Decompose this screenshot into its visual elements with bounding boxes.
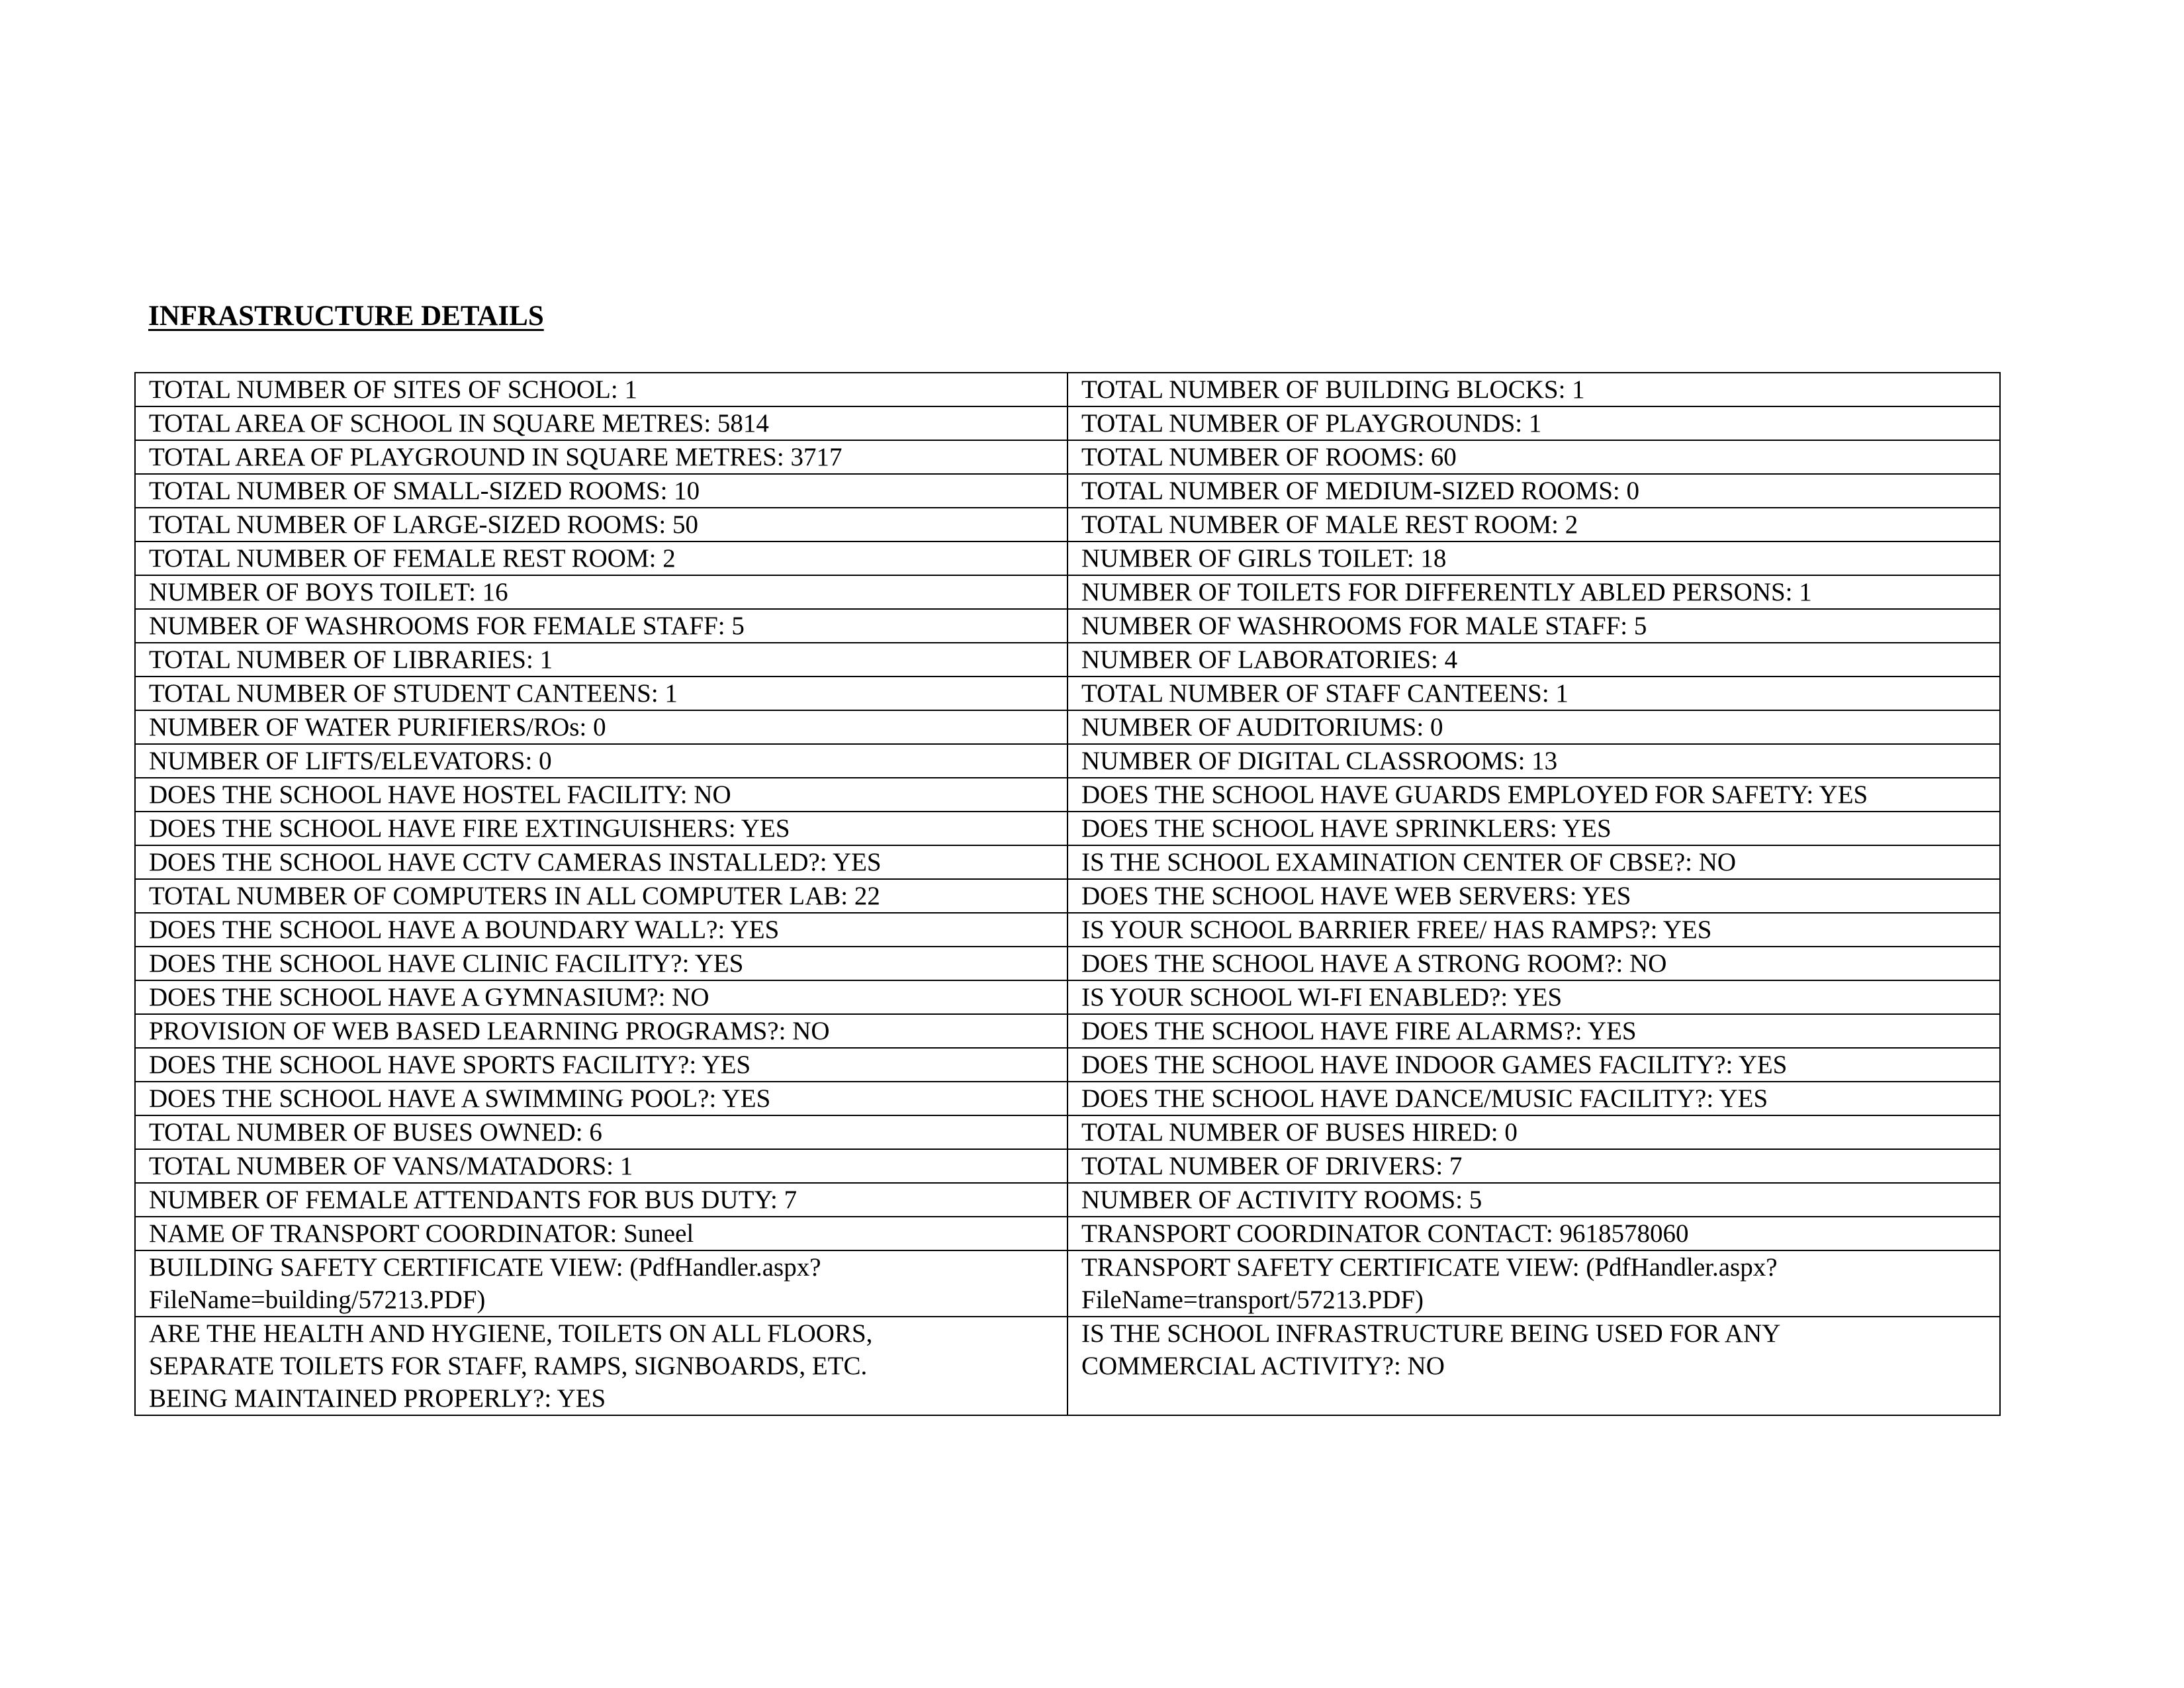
table-cell-left: TOTAL NUMBER OF LARGE-SIZED ROOMS: 50 [135, 508, 1068, 541]
table-cell-left: DOES THE SCHOOL HAVE A SWIMMING POOL?: YES [135, 1082, 1068, 1115]
table-cell-left: DOES THE SCHOOL HAVE SPORTS FACILITY?: YES [135, 1048, 1068, 1082]
table-cell-left: TOTAL NUMBER OF SITES OF SCHOOL: 1 [135, 373, 1068, 406]
table-cell-left: NUMBER OF BOYS TOILET: 16 [135, 575, 1068, 609]
table-cell-right: TOTAL NUMBER OF BUILDING BLOCKS: 1 [1068, 373, 2000, 406]
table-cell-right: TOTAL NUMBER OF STAFF CANTEENS: 1 [1068, 677, 2000, 710]
infrastructure-table [134, 372, 2001, 1416]
table-cell-right: TOTAL NUMBER OF DRIVERS: 7 [1068, 1149, 2000, 1183]
table-row [135, 1115, 2000, 1149]
table-row [135, 1217, 2000, 1250]
table-cell-right: DOES THE SCHOOL HAVE GUARDS EMPLOYED FOR SAFETY: YES [1068, 778, 2000, 812]
table-row [135, 440, 2000, 474]
table-row [135, 609, 2000, 643]
table-cell-left: NUMBER OF WATER PURIFIERS/ROs: 0 [135, 710, 1068, 744]
table-cell-right: DOES THE SCHOOL HAVE SPRINKLERS: YES [1068, 812, 2000, 845]
table-cell-left: TOTAL NUMBER OF BUSES OWNED: 6 [135, 1115, 1068, 1149]
table-cell-right: NUMBER OF DIGITAL CLASSROOMS: 13 [1068, 744, 2000, 778]
table-row [135, 575, 2000, 609]
table-cell-left: NAME OF TRANSPORT COORDINATOR: Suneel [135, 1217, 1068, 1250]
table-cell-left: NUMBER OF WASHROOMS FOR FEMALE STAFF: 5 [135, 609, 1068, 643]
table-row [135, 373, 2000, 406]
table-cell-right: DOES THE SCHOOL HAVE FIRE ALARMS?: YES [1068, 1014, 2000, 1048]
table-cell-left: TOTAL NUMBER OF LIBRARIES: 1 [135, 643, 1068, 677]
table-cell-left: TOTAL NUMBER OF COMPUTERS IN ALL COMPUTER LAB: 22 [135, 879, 1068, 913]
table-cell-left: TOTAL AREA OF PLAYGROUND IN SQUARE METRES: 3717 [135, 440, 1068, 474]
table-row [135, 710, 2000, 744]
table-cell-right: DOES THE SCHOOL HAVE INDOOR GAMES FACILITY?: YES [1068, 1048, 2000, 1082]
table-cell-left: TOTAL AREA OF SCHOOL IN SQUARE METRES: 5814 [135, 406, 1068, 440]
table-cell-right: IS YOUR SCHOOL WI-FI ENABLED?: YES [1068, 980, 2000, 1014]
table-row [135, 541, 2000, 575]
table-row [135, 406, 2000, 440]
table-row [135, 1183, 2000, 1217]
table-row [135, 1082, 2000, 1115]
table-row [135, 643, 2000, 677]
table-cell-right: TOTAL NUMBER OF ROOMS: 60 [1068, 440, 2000, 474]
table-cell-right: TOTAL NUMBER OF PLAYGROUNDS: 1 [1068, 406, 2000, 440]
section-heading: INFRASTRUCTURE DETAILS [148, 301, 544, 332]
table-cell-left: NUMBER OF FEMALE ATTENDANTS FOR BUS DUTY: 7 [135, 1183, 1068, 1217]
table-cell-left: NUMBER OF LIFTS/ELEVATORS: 0 [135, 744, 1068, 778]
table-cell-left: TOTAL NUMBER OF STUDENT CANTEENS: 1 [135, 677, 1068, 710]
table-row [135, 879, 2000, 913]
table-cell-right: TOTAL NUMBER OF MEDIUM-SIZED ROOMS: 0 [1068, 474, 2000, 508]
table-cell-right: IS THE SCHOOL INFRASTRUCTURE BEING USED FOR ANY COMMERCIAL ACTIVITY?: NO [1068, 1317, 2000, 1415]
table-cell-right: NUMBER OF ACTIVITY ROOMS: 5 [1068, 1183, 2000, 1217]
table-cell-right: NUMBER OF WASHROOMS FOR MALE STAFF: 5 [1068, 609, 2000, 643]
table-row [135, 1317, 2000, 1415]
table-row [135, 677, 2000, 710]
table-cell-right: DOES THE SCHOOL HAVE DANCE/MUSIC FACILITY?: YES [1068, 1082, 2000, 1115]
table-cell-right: NUMBER OF AUDITORIUMS: 0 [1068, 710, 2000, 744]
table-cell-left: PROVISION OF WEB BASED LEARNING PROGRAMS?: NO [135, 1014, 1068, 1048]
table-cell-right: TOTAL NUMBER OF MALE REST ROOM: 2 [1068, 508, 2000, 541]
table-row [135, 1250, 2000, 1317]
table-row [135, 812, 2000, 845]
table-cell-right: NUMBER OF LABORATORIES: 4 [1068, 643, 2000, 677]
table-row [135, 1048, 2000, 1082]
table-row [135, 1149, 2000, 1183]
table-cell-left: DOES THE SCHOOL HAVE A BOUNDARY WALL?: YES [135, 913, 1068, 947]
table-cell-right: IS THE SCHOOL EXAMINATION CENTER OF CBSE?: NO [1068, 845, 2000, 879]
table-row [135, 947, 2000, 980]
table-cell-left: DOES THE SCHOOL HAVE CCTV CAMERAS INSTALLED?: YES [135, 845, 1068, 879]
table-cell-left: DOES THE SCHOOL HAVE FIRE EXTINGUISHERS: YES [135, 812, 1068, 845]
table-row [135, 474, 2000, 508]
table-row [135, 744, 2000, 778]
infrastructure-table-body [135, 373, 2000, 1415]
table-cell-left: TOTAL NUMBER OF VANS/MATADORS: 1 [135, 1149, 1068, 1183]
table-cell-right: NUMBER OF TOILETS FOR DIFFERENTLY ABLED PERSONS: 1 [1068, 575, 2000, 609]
table-cell-right: TRANSPORT COORDINATOR CONTACT: 9618578060 [1068, 1217, 2000, 1250]
table-cell-right: TRANSPORT SAFETY CERTIFICATE VIEW: (PdfHandler.aspx? FileName=transport/57213.PDF) [1068, 1250, 2000, 1317]
table-cell-right: DOES THE SCHOOL HAVE WEB SERVERS: YES [1068, 879, 2000, 913]
table-row [135, 913, 2000, 947]
table-cell-right: NUMBER OF GIRLS TOILET: 18 [1068, 541, 2000, 575]
table-row [135, 778, 2000, 812]
table-cell-left: TOTAL NUMBER OF SMALL-SIZED ROOMS: 10 [135, 474, 1068, 508]
table-cell-left: BUILDING SAFETY CERTIFICATE VIEW: (PdfHandler.aspx? FileName=building/57213.PDF) [135, 1250, 1068, 1317]
table-cell-right: TOTAL NUMBER OF BUSES HIRED: 0 [1068, 1115, 2000, 1149]
table-cell-right: DOES THE SCHOOL HAVE A STRONG ROOM?: NO [1068, 947, 2000, 980]
table-cell-left: DOES THE SCHOOL HAVE CLINIC FACILITY?: YES [135, 947, 1068, 980]
table-row [135, 980, 2000, 1014]
table-cell-left: TOTAL NUMBER OF FEMALE REST ROOM: 2 [135, 541, 1068, 575]
table-cell-right: IS YOUR SCHOOL BARRIER FREE/ HAS RAMPS?: YES [1068, 913, 2000, 947]
table-row [135, 1014, 2000, 1048]
table-cell-left: DOES THE SCHOOL HAVE A GYMNASIUM?: NO [135, 980, 1068, 1014]
table-row [135, 508, 2000, 541]
table-row [135, 845, 2000, 879]
table-cell-left: DOES THE SCHOOL HAVE HOSTEL FACILITY: NO [135, 778, 1068, 812]
table-cell-left: ARE THE HEALTH AND HYGIENE, TOILETS ON ALL FLOORS, SEPARATE TOILETS FOR STAFF, RAMPS, SIGNBOARDS, ETC. BEING MAINTAINED PROPERLY?: YES [135, 1317, 1068, 1415]
